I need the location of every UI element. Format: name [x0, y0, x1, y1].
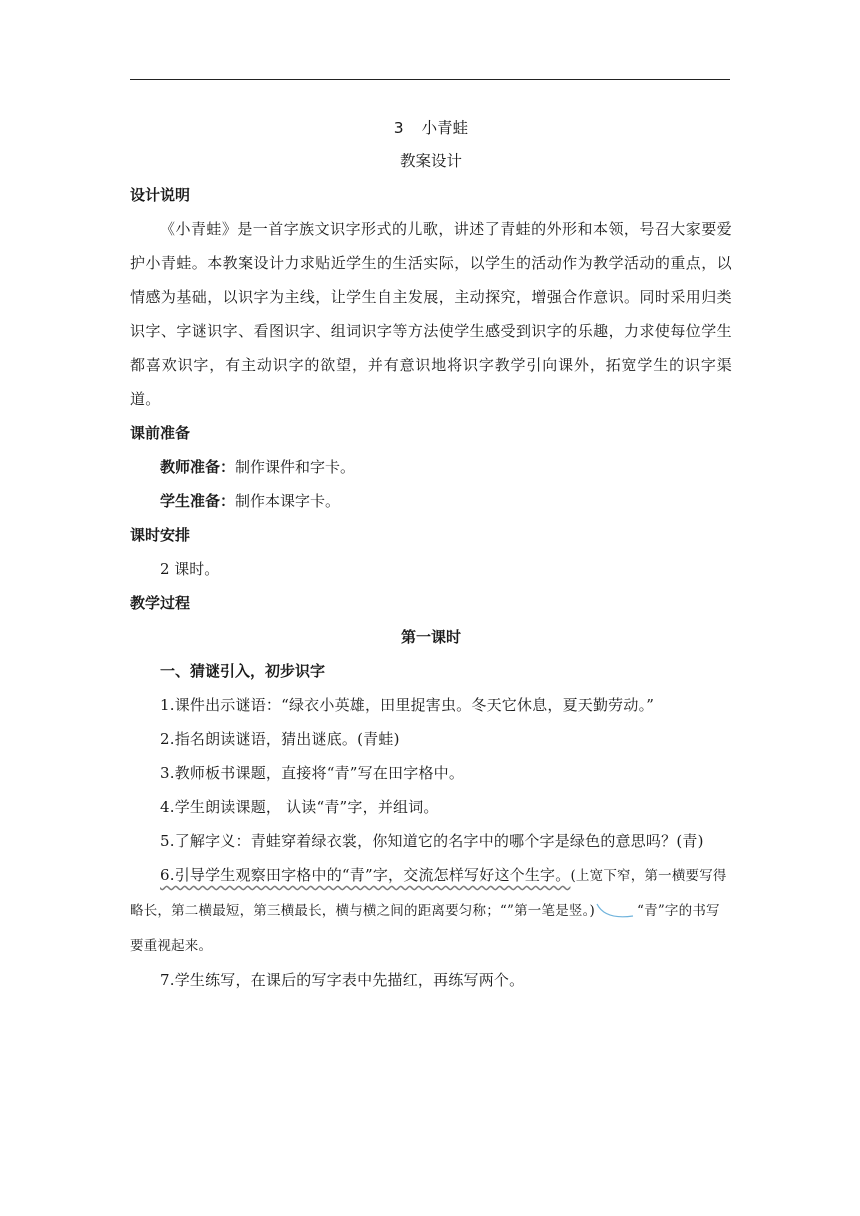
schedule-heading: 课时安排 — [130, 526, 191, 544]
lesson-title-text: 小青蛙 — [421, 119, 469, 137]
student-prep-label: 学生准备： — [160, 492, 236, 510]
process-heading: 教学过程 — [130, 594, 191, 612]
lesson-subtitle: 教案设计 — [399, 152, 462, 170]
list-item-6 — [130, 858, 732, 963]
student-prep-text: 制作本课字卡。 — [235, 492, 341, 510]
design-text: 《小青蛙》是一首字族文识字形式的儿歌，讲述了青蛙的外形和本领，号召大家要爱护小青蛙。本教案设计力求贴近学生的生活实际，以学生的活动作为教学活动的重点，以情感为基础，以识字为主线，让学生自主发展，主动探究，增强合作意识。同时采用归类识字、字谜识字、看图识字、组词识字等方法使学生感受到识字的乐趣，力求使每位学生都喜欢识字，有主动识字的欲望，并有意识地将识字教学引向课外，拓宽学生的识字渠道。 — [130, 220, 732, 408]
list-item: 3.教师板书课题，直接将“青”写在田字格中。 — [160, 764, 465, 782]
list-item: 4.学生朗读课题， 认读“青”字，并组词。 — [160, 798, 439, 816]
document-page — [130, 112, 732, 997]
list-item: 7.学生练写，在课后的写字表中先描红，再练写两个。 — [160, 971, 525, 989]
list-item: 1.课件出示谜语：“绿衣小英雄，田里捉害虫。冬天它休息，夏天勤劳动。” — [160, 696, 655, 714]
list-item: 5.了解字义：青蛙穿着绿衣裳，你知道它的名字中的哪个字是绿色的意思吗？(青) — [160, 832, 704, 850]
list-item: 2.指名朗读谜语，猜出谜底。(青蛙) — [160, 730, 400, 748]
section-title: 一、猜谜引入，初步识字 — [160, 662, 326, 680]
teacher-prep-text: 制作课件和字卡。 — [235, 458, 356, 476]
item6-main: 6.引导学生观察田字格中的“青”字，交流怎样写好这个生字。 — [160, 866, 571, 884]
curved-arrow-icon — [595, 900, 637, 922]
teacher-prep — [130, 450, 732, 484]
period-title: 第一课时 — [400, 628, 461, 646]
header-rule — [130, 79, 730, 80]
student-prep — [130, 484, 732, 518]
lesson-title — [130, 112, 732, 144]
teacher-prep-label: 教师准备： — [160, 458, 236, 476]
prep-heading: 课前准备 — [130, 424, 191, 442]
item6-annotation: “青”字的书写要重视起来。 — [130, 903, 720, 954]
lesson-number: 3 — [393, 119, 404, 137]
schedule-text: 2 课时。 — [160, 560, 220, 578]
design-heading: 设计说明 — [130, 186, 191, 204]
item6-note: (上宽下窄，第一横要写得略长，第二横最短，第三横最长，横与横之间的距离要匀称；“”第一笔是竖。) — [130, 868, 727, 919]
